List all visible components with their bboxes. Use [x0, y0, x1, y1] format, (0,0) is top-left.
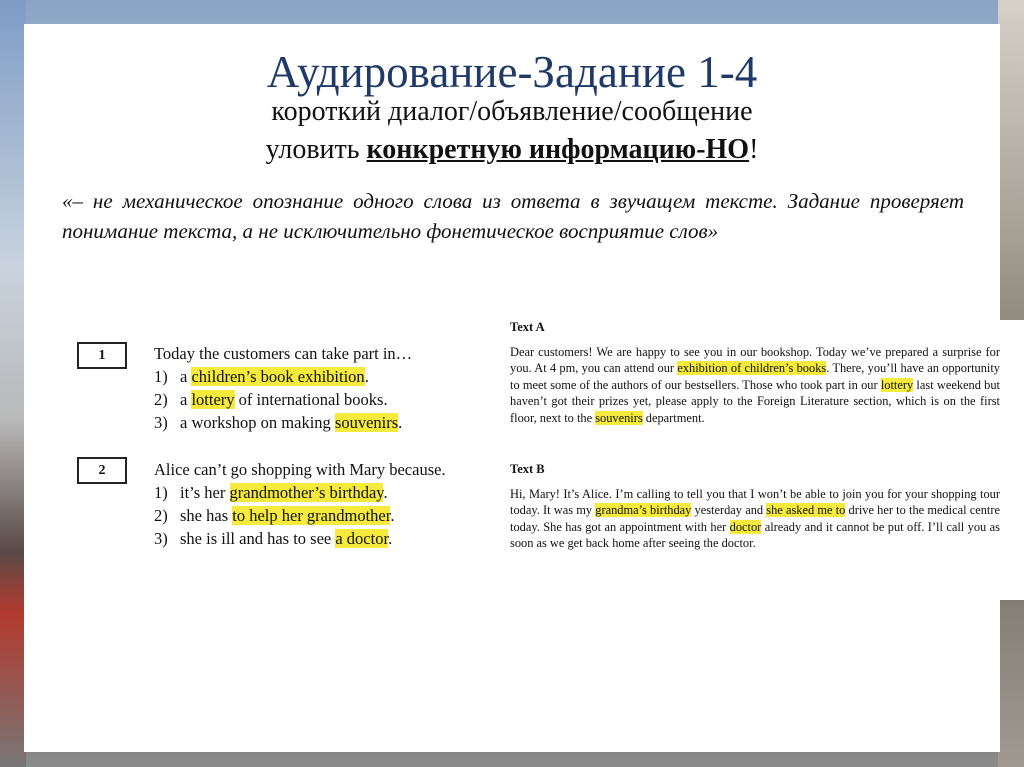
question-1-option-1: [154, 365, 369, 388]
question-2-option-3: [154, 527, 392, 550]
question-number-box: 2: [77, 457, 127, 484]
text-a-part: . There, you’ll have an opportunity to meet some of the authors of our bestsellers. Those who took part in our: [510, 361, 1000, 392]
highlighted-text: a doctor: [335, 529, 389, 548]
question-2-stem: Alice can’t go shopping with Mary because.: [154, 460, 446, 479]
option-number: 3): [154, 413, 168, 432]
text-a-part: Dear customers! We are happy to see you in our bookshop. Today we’ve prepared a surprise for you. At 4 pm, you can attend our: [510, 345, 1000, 376]
text-a-body: [510, 344, 1000, 426]
highlighted-text: to help her grandmother: [232, 506, 391, 525]
question-1-option-3: [154, 411, 402, 434]
text-b-part: yesterday and: [691, 503, 767, 518]
question-1-option-2: [154, 388, 388, 411]
text-b-body: [510, 486, 1000, 552]
text-a-part: department.: [642, 410, 705, 425]
question-2-option-1: [154, 481, 388, 504]
highlighted-text: doctor: [729, 519, 762, 534]
text-b-part: drive her to the medical centre today. She has got an appointment with her: [510, 503, 1000, 534]
text-a-heading: Text A: [510, 320, 545, 334]
question-2-option-2: [154, 504, 394, 527]
highlighted-text: children’s book exhibition: [191, 367, 365, 386]
text-b-part: already and it cannot be put off. I’ll call you as soon as we get back home after seeing the doctor.: [510, 519, 1000, 551]
option-number: 1): [154, 367, 168, 386]
option-text: of international books.: [234, 390, 388, 409]
question-1-stem: Today the customers can take part in…: [154, 344, 413, 363]
highlighted-text: grandmother’s birthday: [229, 483, 384, 502]
slide-panel: [24, 24, 1000, 752]
option-text: .: [383, 483, 388, 502]
option-text: .: [388, 529, 393, 548]
highlighted-text: souvenirs: [334, 413, 399, 432]
highlighted-text: lottery: [191, 390, 235, 409]
highlighted-text: grandma’s birthday: [595, 503, 692, 518]
option-number: 2): [154, 506, 168, 525]
option-number: 3): [154, 529, 168, 548]
option-text: a: [180, 390, 192, 409]
background-photo-left: [0, 0, 26, 767]
option-text: a workshop on making: [180, 413, 335, 432]
subtitle-2-prefix: уловить: [265, 134, 367, 165]
slide-title: Аудирование-Задание 1-4: [266, 47, 758, 97]
highlighted-text: she asked me to: [766, 503, 846, 518]
text-b-part: Hi, Mary! It’s Alice. I’m calling to tell you that I won’t be able to join you for your shopping tour today. It was my: [510, 487, 1000, 518]
slide-subtitle-1: короткий диалог/объявление/сообщение: [271, 96, 753, 127]
option-number: 1): [154, 483, 168, 502]
question-number-box: 1: [77, 342, 127, 369]
text-b-heading: Text B: [510, 462, 545, 476]
option-number: 2): [154, 390, 168, 409]
quote-text: «– не механическое опознание одного слова из ответа в звучащем тексте. Задание проверяет понимание текста, а не исключительно фонетическое восприятие слов»: [62, 189, 964, 243]
highlighted-text: lottery: [880, 377, 914, 392]
subtitle-2-suffix: !: [749, 134, 759, 165]
exam-excerpt: [74, 320, 1024, 600]
slide-subtitle-2: [24, 136, 1000, 164]
text-a-part: last weekend but haven’t got their prizes yet, please apply to the Foreign Literature section, which is on the first floor, next to the: [510, 377, 1000, 425]
option-text: .: [398, 413, 403, 432]
subtitle-2-emphasis: конкретную информацию-НО: [366, 134, 750, 165]
highlighted-text: souvenirs: [595, 410, 643, 425]
option-text: .: [390, 506, 395, 525]
option-text: she has: [180, 506, 233, 525]
option-text: a: [180, 367, 192, 386]
option-text: it’s her: [180, 483, 230, 502]
option-text: .: [364, 367, 369, 386]
highlighted-text: exhibition of children’s books: [677, 361, 827, 376]
option-text: she is ill and has to see: [180, 529, 336, 548]
